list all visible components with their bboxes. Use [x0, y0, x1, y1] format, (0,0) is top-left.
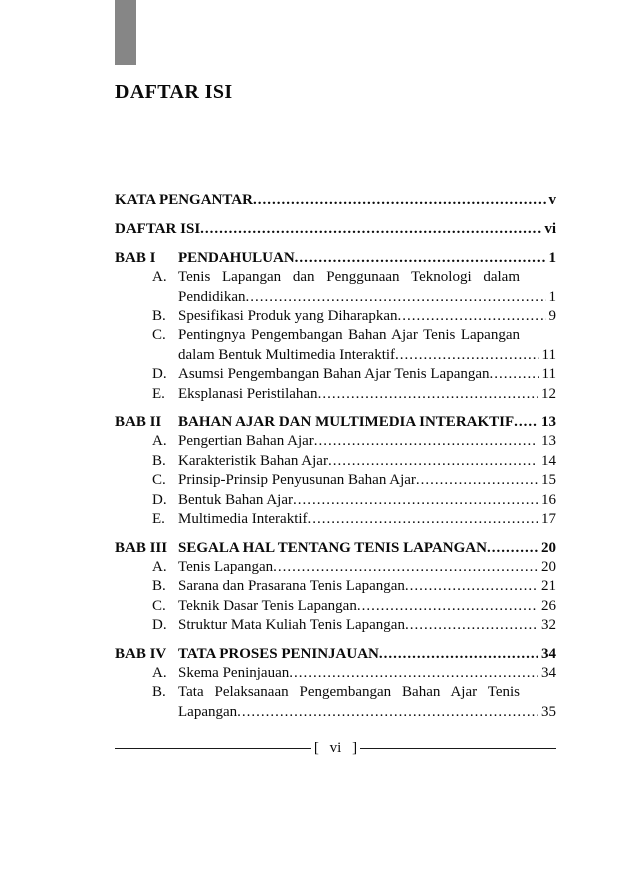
item-letter: B.	[152, 684, 166, 701]
item-letter: A.	[152, 664, 167, 681]
item-letter: B.	[152, 308, 166, 325]
chapter-title: SEGALA HAL TENTANG TENIS LAPANGAN	[178, 539, 487, 556]
item-body	[178, 268, 556, 307]
item-page: 13	[541, 433, 556, 450]
dot-leader	[318, 385, 538, 404]
item-text: Eksplanasi Peristilahan	[178, 385, 318, 402]
item-page: 9	[548, 308, 556, 325]
toc-item	[115, 365, 556, 384]
item-body	[178, 326, 556, 365]
item-letter: A.	[152, 269, 167, 286]
toc-item	[115, 452, 556, 471]
page-title: DAFTAR ISI	[115, 81, 233, 103]
item-body	[178, 558, 556, 577]
toc-item	[115, 268, 556, 307]
dot-leader	[314, 432, 538, 451]
chapter-heading	[115, 645, 556, 664]
entry-label: KATA PENGANTAR	[115, 192, 253, 208]
item-body	[178, 385, 556, 404]
item-continuation: dalam Bentuk Multimedia Interaktif	[178, 346, 396, 363]
chapter-heading	[115, 249, 556, 268]
toc-item	[115, 510, 556, 529]
toc-item	[115, 432, 556, 451]
dot-leader	[405, 616, 538, 635]
chapter-page: 1	[548, 249, 556, 266]
dot-leader	[379, 645, 538, 664]
item-letter: E.	[152, 385, 165, 402]
item-page: 20	[541, 558, 556, 575]
item-text-wrap: Pentingnya Pengembangan Bahan Ajar Tenis Lapangan	[178, 327, 520, 344]
item-page: 21	[541, 578, 556, 595]
dot-leader	[293, 491, 538, 510]
chapter-heading	[115, 539, 556, 558]
footer-rule-left	[115, 748, 311, 749]
item-letter: B.	[152, 452, 166, 469]
dot-leader	[514, 413, 538, 432]
item-body	[178, 510, 556, 529]
footer-page-number: [ vi ]	[313, 740, 358, 756]
item-continuation-row	[178, 288, 556, 307]
item-letter: A.	[152, 558, 167, 575]
chapter-page: 13	[541, 414, 556, 431]
chapter-number: BAB II	[115, 414, 162, 431]
dot-leader	[253, 191, 546, 210]
chapter-title: BAHAN AJAR DAN MULTIMEDIA INTERAKTIF	[178, 414, 515, 431]
toc-chapter-bab-4	[115, 645, 556, 723]
entry-page: v	[548, 192, 556, 208]
toc-item	[115, 471, 556, 490]
item-text-wrap: Tata Pelaksanaan Pengembangan Bahan Ajar Tenis	[178, 684, 520, 701]
item-page: 12	[541, 385, 556, 402]
toc-item	[115, 664, 556, 683]
toc-item	[115, 491, 556, 510]
footer-rule-right	[360, 748, 556, 749]
item-letter: D.	[152, 617, 167, 634]
dot-leader	[289, 664, 538, 683]
item-text: Bentuk Bahan Ajar	[178, 491, 293, 508]
dot-leader	[328, 452, 538, 471]
item-text: Sarana dan Prasarana Tenis Lapangan	[178, 578, 405, 595]
item-letter: C.	[152, 472, 166, 489]
item-page: 11	[541, 346, 556, 363]
toc-item	[115, 558, 556, 577]
item-body	[178, 577, 556, 596]
item-letter: E.	[152, 511, 165, 528]
entry-label: DAFTAR ISI	[115, 220, 201, 237]
item-text: Multimedia Interaktif	[178, 511, 308, 528]
item-letter: A.	[152, 433, 167, 450]
item-text: Pengertian Bahan Ajar	[178, 433, 314, 450]
chapter-number: BAB III	[115, 539, 168, 556]
toc-item	[115, 597, 556, 616]
dot-leader	[308, 510, 538, 529]
item-text: Teknik Dasar Tenis Lapangan	[178, 597, 357, 614]
item-body	[178, 664, 556, 683]
item-letter: C.	[152, 597, 166, 614]
dot-leader	[295, 249, 546, 268]
item-continuation: Lapangan	[178, 703, 238, 720]
item-text: Karakteristik Bahan Ajar	[178, 452, 328, 469]
item-page: 34	[541, 664, 556, 681]
item-continuation-row	[178, 703, 556, 722]
item-page: 15	[541, 472, 556, 489]
dot-leader	[487, 539, 538, 558]
accent-bar	[115, 0, 136, 65]
item-text: Skema Peninjauan	[178, 664, 290, 681]
item-text: Spesifikasi Produk yang Diharapkan	[178, 308, 398, 325]
entry-page: vi	[544, 220, 556, 237]
item-page: 35	[541, 703, 556, 720]
toc-item	[115, 577, 556, 596]
item-text: Prinsip-Prinsip Penyusunan Bahan Ajar	[178, 472, 416, 489]
dot-leader	[395, 346, 539, 365]
toc-list	[115, 191, 556, 731]
item-body	[178, 432, 556, 451]
chapter-title: PENDAHULUAN	[178, 249, 295, 266]
item-text-wrap: Tenis Lapangan dan Penggunaan Teknologi dalam	[178, 269, 520, 286]
toc-item	[115, 307, 556, 326]
toc-chapter-bab-3	[115, 539, 556, 636]
dot-leader	[237, 703, 538, 722]
item-body	[178, 365, 556, 384]
dot-leader	[490, 365, 539, 384]
chapter-number: BAB I	[115, 249, 156, 266]
chapter-page: 34	[541, 645, 556, 662]
item-letter: B.	[152, 578, 166, 595]
item-text: Asumsi Pengembangan Bahan Ajar Tenis Lapangan	[178, 366, 490, 383]
chapter-number: BAB IV	[115, 645, 167, 662]
item-text: Struktur Mata Kuliah Tenis Lapangan	[178, 617, 405, 634]
dot-leader	[273, 558, 538, 577]
dot-leader	[405, 577, 538, 596]
item-body	[178, 597, 556, 616]
item-page: 16	[541, 491, 556, 508]
toc-item	[115, 385, 556, 404]
chapter-page: 20	[541, 539, 556, 556]
page-footer	[115, 739, 556, 758]
item-continuation-row	[178, 346, 556, 365]
item-body	[178, 471, 556, 490]
front-entry-daftar-isi	[115, 220, 556, 239]
item-page: 17	[541, 511, 556, 528]
toc-chapter-bab-2	[115, 413, 556, 529]
toc-item	[115, 326, 556, 365]
toc-item	[115, 683, 556, 722]
front-entry-kata-pengantar	[115, 191, 556, 210]
item-page: 14	[541, 452, 556, 469]
chapter-title: TATA PROSES PENINJAUAN	[178, 645, 379, 662]
dot-leader	[398, 307, 546, 326]
dot-leader	[246, 288, 546, 307]
item-text: Tenis Lapangan	[178, 558, 274, 575]
item-page: 11	[541, 366, 556, 383]
item-letter: D.	[152, 491, 167, 508]
item-body	[178, 616, 556, 635]
item-body	[178, 683, 556, 722]
item-body	[178, 452, 556, 471]
item-letter: D.	[152, 366, 167, 383]
toc-chapter-bab-1	[115, 249, 556, 404]
dot-leader	[416, 471, 538, 490]
dot-leader	[200, 220, 541, 239]
chapter-heading	[115, 413, 556, 432]
item-body	[178, 307, 556, 326]
toc-item	[115, 616, 556, 635]
item-letter: C.	[152, 327, 166, 344]
item-page: 32	[541, 617, 556, 634]
dot-leader	[357, 597, 538, 616]
item-body	[178, 491, 556, 510]
item-page: 26	[541, 597, 556, 614]
item-continuation: Pendidikan	[178, 288, 246, 305]
item-page: 1	[548, 288, 556, 305]
